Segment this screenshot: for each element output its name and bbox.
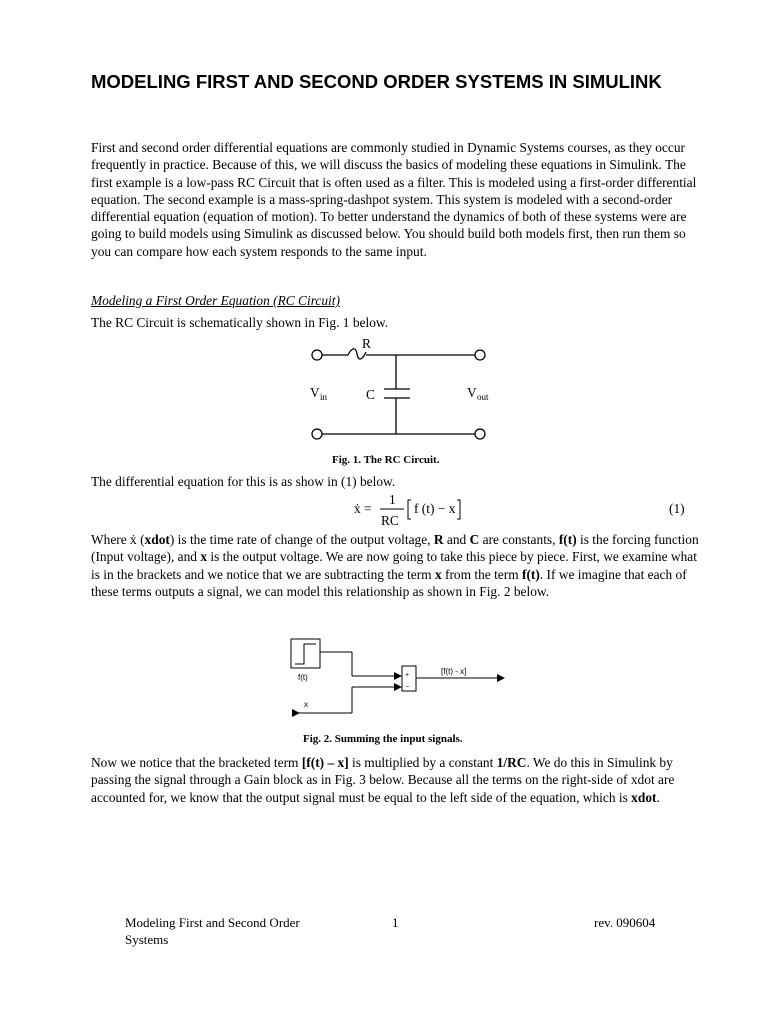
bold-term: [f(t) – x] <box>301 755 349 770</box>
vout-label: V <box>467 385 477 400</box>
step-icon <box>295 644 316 664</box>
text-span: ( <box>136 532 145 547</box>
bold-term: xdot <box>631 789 657 805</box>
vin-bottom-terminal <box>312 429 322 439</box>
vout-bottom-terminal <box>475 429 485 439</box>
document-title: MODELING FIRST AND SECOND ORDER SYSTEMS IN SIMULINK <box>91 71 662 92</box>
vin-top-terminal <box>312 350 322 360</box>
equation-numerator: 1 <box>389 492 396 507</box>
text-span: . We do this in Simulink by passing the signal through a Gain block as in Fig. 3 below. Because all the terms on the right-side of xdot are accounted for, we know that the output signal must be equal to the left side of the equation, which is <box>91 755 675 805</box>
ft-signal-label: f(t) <box>298 673 308 682</box>
text-span: are constants, <box>479 532 559 547</box>
figure1-caption: Fig. 1. The RC Circuit. <box>332 454 440 466</box>
equation-1 <box>340 488 700 530</box>
intro-paragraph: First and second order differential equations are commonly studied in Dynamic Systems courses, as they occur frequently in practice. Because of this, we will discuss the basics of modeling these equations in Simulink. The first example is a low-pass RC Circuit that is often used as a filter. This is modeled using a first-order differential equation. The second example is a mass-spring-dashpot system. This system is modeled with a second-order differential equation (equation of motion). To better understand the dynamics of both of these systems were are going to build models using Simulink as discussed below. You should build both models first, then run them so you can compare how each system responds to the same input. <box>91 140 697 259</box>
arrow-head <box>394 672 402 680</box>
vin-subscript: in <box>320 392 328 402</box>
capacitor-label: C <box>366 387 375 402</box>
equation-denominator: RC <box>381 513 399 528</box>
footer-page-number: 1 <box>392 915 399 930</box>
arrow-head <box>497 674 505 682</box>
equation-lhs: ẋ = <box>354 501 372 516</box>
text-span: from the term <box>441 566 522 582</box>
equation-bracket-content: f (t) − x <box>414 501 456 516</box>
text-span: is the forcing function (Input voltage), and <box>91 532 699 565</box>
left-bracket <box>408 500 411 519</box>
text-span: Now we notice that the bracketed term <box>91 755 302 770</box>
bold-term: R <box>433 532 444 547</box>
arrow-head <box>292 709 300 717</box>
diff-eq-intro-text: The differential equation for this is as show in (1) below. <box>91 474 396 489</box>
xdot-symbol: ẋ <box>130 532 137 547</box>
resistor-label: R <box>362 336 371 351</box>
rc-circuit-figure <box>300 330 500 445</box>
bold-term: C <box>469 532 480 547</box>
bold-term: x <box>200 549 208 565</box>
footer-title: Modeling First and Second Order Systems <box>125 915 300 947</box>
text-span: Where <box>91 532 131 547</box>
vout-top-terminal <box>475 350 485 360</box>
bold-term: x <box>434 566 442 582</box>
vout-subscript: out <box>477 392 489 402</box>
equation-number: (1) <box>669 501 685 516</box>
section-heading: Modeling a First Order Equation (RC Circuit) <box>91 293 340 308</box>
output-signal-label: [f(t) - x] <box>441 667 467 676</box>
gain-paragraph <box>91 754 701 806</box>
footer-revision: rev. 090604 <box>594 915 656 930</box>
text-span: and <box>443 532 470 547</box>
plus-sign: + <box>405 672 410 679</box>
explanation-paragraph <box>91 531 701 600</box>
x-signal-label: x <box>304 700 308 709</box>
rc-intro-text: The RC Circuit is schematically shown in Fig. 1 below. <box>91 315 389 330</box>
text-span: . <box>656 789 660 805</box>
vin-label: V <box>310 385 320 400</box>
text-span: is the output voltage. We are now going to take this piece by piece. First, we examine what is in the brackets and we notice that we are subtracting the term <box>91 549 697 582</box>
text-span: is multiplied by a constant <box>348 755 497 770</box>
bold-term: f(t) <box>558 532 577 547</box>
text-span: . If we imagine that each of these terms outputs a signal, we can model this relationship as shown in Fig. 2 below. <box>91 566 687 599</box>
text-span: ) is the time rate of change of the output voltage, <box>169 532 434 547</box>
arrow-head <box>394 683 402 691</box>
minus-sign: − <box>405 684 410 691</box>
bold-term: f(t) <box>521 566 540 582</box>
right-bracket <box>457 500 460 519</box>
figure2-caption: Fig. 2. Summing the input signals. <box>303 733 463 745</box>
bold-term: xdot <box>144 532 170 547</box>
summing-diagram-figure <box>286 634 511 724</box>
bold-term: 1/RC <box>496 755 527 770</box>
